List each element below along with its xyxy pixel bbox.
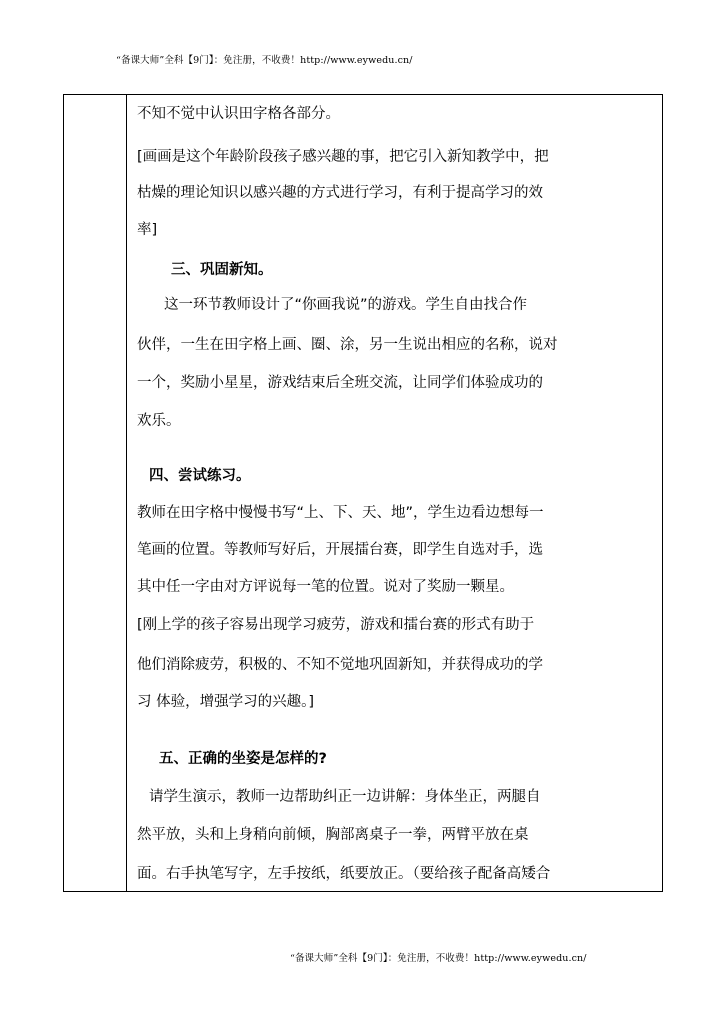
- page-footer: “备课大师”全科【9门】：免注册，不收费！http://www.eywedu.cn/: [290, 953, 587, 964]
- text-line: 面。右手执笔写字，左手按纸，纸要放正。（要给孩子配备高矮合: [137, 866, 551, 882]
- text-line: 习 体验，增强学习的兴趣。]: [137, 694, 315, 710]
- text-line: 率]: [137, 222, 158, 238]
- lesson-table: [63, 94, 663, 892]
- text-line: 欢乐。: [137, 413, 181, 429]
- section-heading-3: 三、巩固新知。: [171, 262, 273, 278]
- text-line: 教师在田字格中慢慢书写“上、下、天、地”，学生边看边想每一: [137, 505, 544, 521]
- text-line: 请学生演示，教师一边帮助纠正一边讲解：身体坐正，两腿自: [149, 789, 541, 805]
- text-line: 然平放，头和上身稍向前倾，胸部离桌子一拳，两臂平放在桌: [137, 827, 529, 843]
- text-line: 笔画的位置。等教师写好后，开展擂台赛，即学生自选对手，选: [137, 542, 543, 558]
- text-line: 他们消除疲劳，积极的、不知不觉地巩固新知，并获得成功的学: [137, 657, 543, 673]
- text-line: 其中任一字由对方评说每一笔的位置。说对了奖励一颗星。: [137, 579, 514, 595]
- text-line: 不知不觉中认识田字格各部分。: [137, 106, 340, 122]
- text-line: 这一环节教师设计了“你画我说”的游戏。学生自由找合作: [164, 297, 528, 313]
- text-line: 一个，奖励小星星，游戏结束后全班交流，让同学们体验成功的: [137, 375, 543, 391]
- column-divider: [126, 95, 127, 891]
- text-line: 枯燥的理论知识以感兴趣的方式进行学习，有利于提高学习的效: [137, 185, 543, 201]
- section-heading-4: 四、尝试练习。: [149, 468, 251, 484]
- page-header: “备课大师”全科【9门】：免注册，不收费！http://www.eywedu.cn/: [116, 55, 413, 66]
- text-line: [画画是这个年龄阶段孩子感兴趣的事，把它引入新知教学中，把: [137, 149, 549, 165]
- section-heading-5: 五、正确的坐姿是怎样的?: [159, 751, 327, 767]
- text-line: 伙伴，一生在田字格上画、圈、涂，另一生说出相应的名称，说对: [137, 337, 558, 353]
- text-line: [刚上学的孩子容易出现学习疲劳，游戏和擂台赛的形式有助于: [137, 617, 535, 633]
